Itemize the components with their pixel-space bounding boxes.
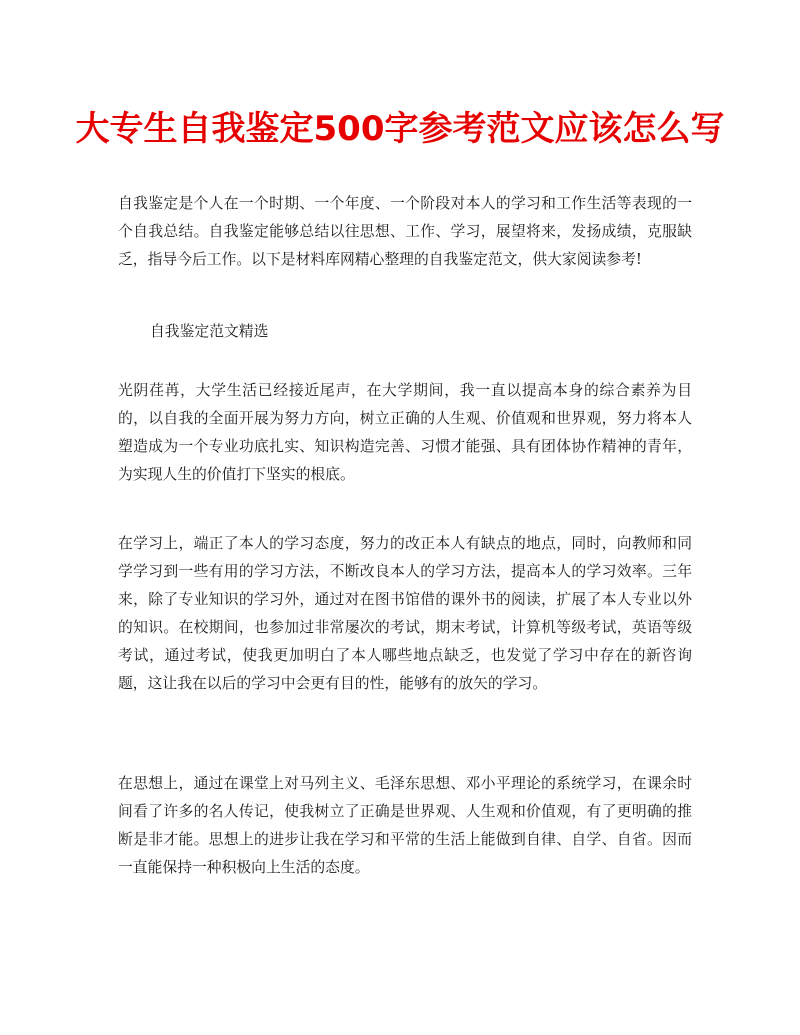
- section-subheading: 自我鉴定范文精选: [150, 323, 269, 340]
- body-paragraph-2: 在学习上，端正了本人的学习态度，努力的改正本人有缺点的地点，同时，向教师和同学学习到一些有用的学习方法，不断改良本人的学习方法，提高本人的学习效率。三年来，除了专业知识的学习外，通过对在图书馆借的课外书的阅读，扩展了本人专业以外的知识。在校期间，也参加过非常屡次的考试，期末考试，计算机等级考试，英语等级考试，通过考试，使我更加明白了本人哪些地点缺乏，也发觉了学习中存在的新咨询题，这让我在以后的学习中会更有目的性，能够有的放矢的学习。: [118, 535, 692, 692]
- intro-paragraph: 自我鉴定是个人在一个时期、一个年度、一个阶段对本人的学习和工作生活等表现的一个自我总结。自我鉴定能够总结以往思想、工作、学习，展望将来，发扬成绩，克服缺乏，指导今后工作。以下是材料库网精心整理的自我鉴定范文，供大家阅读参考!: [118, 195, 692, 268]
- body-paragraph-3: 在思想上，通过在课堂上对马列主义、毛泽东思想、邓小平理论的系统学习，在课余时间看了许多的名人传记，使我树立了正确是世界观、人生观和价值观，有了更明确的推断是非才能。思想上的进步让我在学习和平常的生活上能做到自律、自学、自省。因而一直能保持一种积极向上生活的态度。: [118, 775, 692, 876]
- document-title: 大专生自我鉴定500字参考范文应该怎么写: [75, 109, 725, 149]
- body-paragraph-1: 光阴荏苒，大学生活已经接近尾声，在大学期间，我一直以提高本身的综合素养为目的，以自我的全面开展为努力方向，树立正确的人生观、价值观和世界观，努力将本人塑造成为一个专业功底扎实、知识构造完善、习惯才能强、具有团体协作精神的青年，为实现人生的价值打下坚实的根底。: [118, 382, 692, 483]
